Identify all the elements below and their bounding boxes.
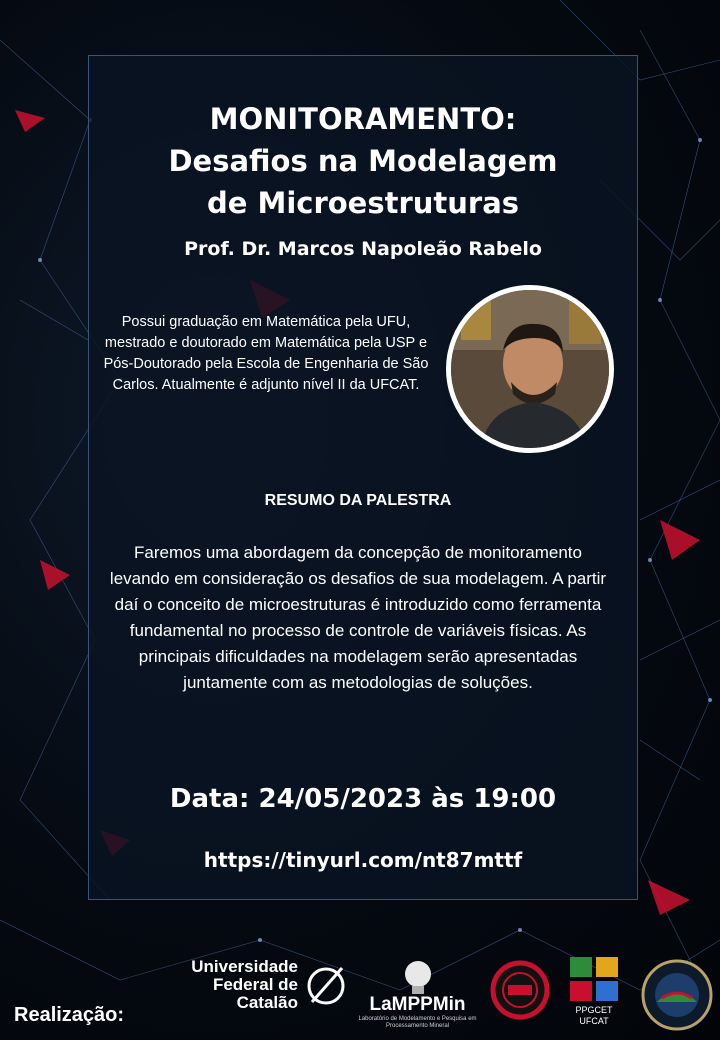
lightbulb-icon (398, 958, 438, 996)
ppgcet-line-1: PPGCET (575, 1005, 613, 1015)
ppgcet-logo (566, 955, 622, 1029)
ppgcet-text (566, 1005, 622, 1027)
speaker-name: Prof. Dr. Marcos Napoleão Rabelo (184, 238, 542, 260)
abstract-heading: RESUMO DA PALESTRA (264, 492, 452, 509)
lamppmin-title: LaMPPMin (369, 994, 466, 1015)
ufcat-emblem-icon (304, 962, 348, 1008)
event-link[interactable]: https://tinyurl.com/nt87mttf (203, 848, 523, 872)
speaker-portrait-image (451, 290, 609, 448)
society-seal-icon (640, 958, 714, 1032)
ppgcet-line-2: UFCAT (579, 1016, 609, 1026)
title-line-2: Desafios na Modelagem (168, 144, 558, 178)
lamppmin-logo (350, 958, 485, 1032)
title-line-1: MONITORAMENTO: (209, 102, 517, 136)
title-line-3: de Microestruturas (206, 186, 520, 220)
event-date: Data: 24/05/2023 às 19:00 (169, 784, 557, 814)
ufcat-logo (160, 958, 350, 1032)
lamppmin-subtitle: Laboratório de Modelamento e Pesquisa em Processamento Mineral (358, 1016, 477, 1029)
ppgcet-emblem-icon (566, 955, 622, 1003)
speaker-photo (446, 285, 614, 453)
cbtm-logo-icon (490, 960, 550, 1020)
ufcat-logo-text (191, 958, 298, 1012)
talk-title (88, 98, 638, 224)
ufcat-line-1: Universidade (191, 957, 298, 976)
speaker-bio: Possui graduação em Matemática pela UFU, mestrado e doutorado em Matemática pela USP e Pós-Doutorado pela Escola de Engenharia de São Carlos. Atualmente é adjunto nível II da UFCAT. (103, 314, 429, 393)
realizacao-label: Realização: (14, 1004, 125, 1026)
ufcat-line-2: Federal de (212, 975, 298, 994)
ufcat-line-3: Catalão (236, 993, 298, 1012)
abstract-text: Faremos uma abordagem da concepção de monitoramento levando em consideração os desafios de sua modelagem. A partir daí o conceito de microestruturas é introduzido como ferramenta fundamental no processo de controle de variáveis físicas. As principais dificuldades na modelagem serão apresentadas juntamente com as metodologias de soluções. (109, 543, 607, 692)
